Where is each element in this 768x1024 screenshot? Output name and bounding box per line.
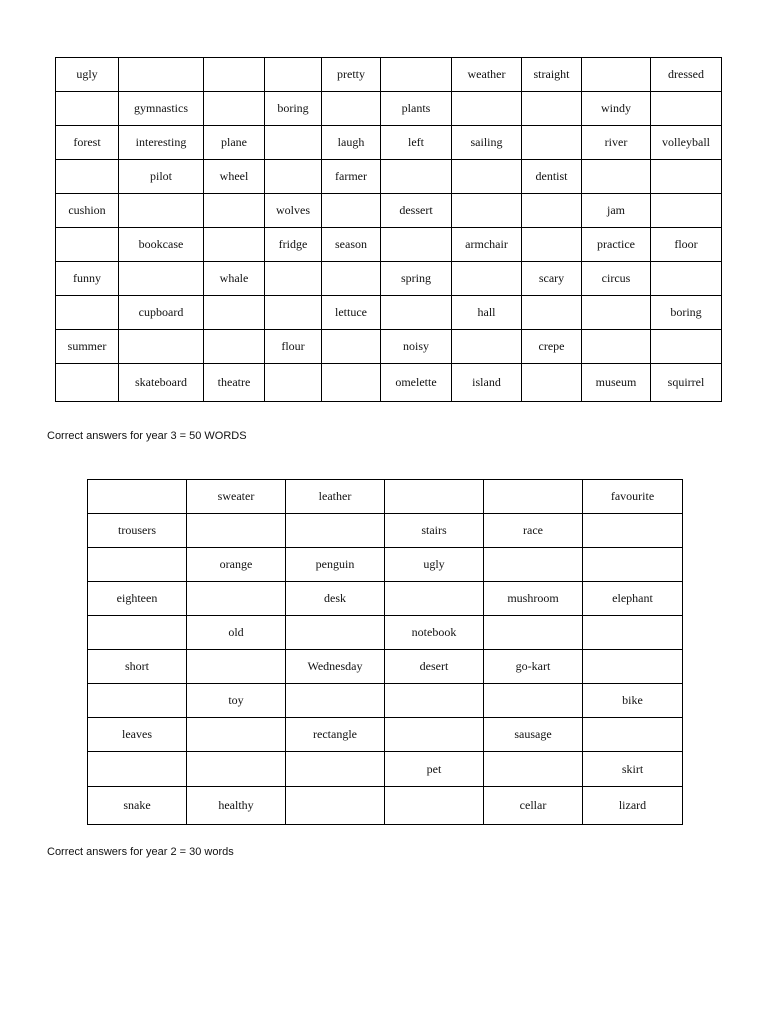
year2-grid-cell: Wednesday	[286, 650, 385, 684]
year2-grid-cell: old	[187, 616, 286, 650]
year2-grid-cell	[583, 548, 683, 582]
year2-grid-cell	[484, 684, 583, 718]
year3-grid-cell: lettuce	[322, 296, 381, 330]
year3-grid-row	[56, 228, 722, 262]
year3-grid-row	[56, 58, 722, 92]
year2-grid-cell: lizard	[583, 787, 683, 825]
year3-grid-cell	[651, 92, 722, 126]
year3-grid-cell	[56, 92, 119, 126]
year3-grid-cell: skateboard	[119, 364, 204, 402]
year2-grid-cell: snake	[88, 787, 187, 825]
year2-grid-cell: orange	[187, 548, 286, 582]
year3-grid-cell	[651, 262, 722, 296]
year3-grid-cell: forest	[56, 126, 119, 160]
year3-grid-row	[56, 364, 722, 402]
year2-grid-cell: leaves	[88, 718, 187, 752]
year3-grid-cell: cupboard	[119, 296, 204, 330]
year3-grid-cell: weather	[452, 58, 522, 92]
year3-grid-cell	[119, 262, 204, 296]
year3-grid-cell: crepe	[522, 330, 582, 364]
year3-grid-cell: funny	[56, 262, 119, 296]
year2-grid-row	[88, 650, 683, 684]
year3-grid-row	[56, 262, 722, 296]
year3-grid-cell: pretty	[322, 58, 381, 92]
year3-grid-cell: noisy	[381, 330, 452, 364]
year3-grid-cell	[522, 364, 582, 402]
year3-grid-cell	[452, 194, 522, 228]
year2-grid-cell	[583, 514, 683, 548]
word-grid-year2-body	[88, 480, 683, 825]
year2-answer-count-note: Correct answers for year 2 = 30 words	[47, 846, 234, 858]
year2-grid-cell: short	[88, 650, 187, 684]
year2-grid-row	[88, 514, 683, 548]
year2-grid-cell: sausage	[484, 718, 583, 752]
year2-grid-cell: penguin	[286, 548, 385, 582]
year2-grid-cell: stairs	[385, 514, 484, 548]
year2-grid-cell	[286, 752, 385, 787]
year2-grid-cell	[385, 582, 484, 616]
year2-grid-cell: race	[484, 514, 583, 548]
year3-grid-cell: omelette	[381, 364, 452, 402]
year3-grid-cell	[56, 364, 119, 402]
year3-grid-cell	[322, 92, 381, 126]
year3-grid-cell: jam	[582, 194, 651, 228]
year2-grid-cell: bike	[583, 684, 683, 718]
year2-grid-cell: elephant	[583, 582, 683, 616]
year3-grid-cell	[522, 296, 582, 330]
year3-grid-cell	[651, 160, 722, 194]
year2-grid-row	[88, 684, 683, 718]
year2-grid-cell: skirt	[583, 752, 683, 787]
year3-grid-cell	[322, 364, 381, 402]
year3-grid-cell	[522, 228, 582, 262]
year2-grid-cell	[88, 480, 187, 514]
year2-grid-cell: desk	[286, 582, 385, 616]
year2-grid-cell: healthy	[187, 787, 286, 825]
year2-grid-cell	[187, 582, 286, 616]
year3-grid-cell: wheel	[204, 160, 265, 194]
year3-grid-cell: bookcase	[119, 228, 204, 262]
year3-grid-cell	[381, 228, 452, 262]
year3-grid-cell: hall	[452, 296, 522, 330]
year3-grid-cell	[452, 160, 522, 194]
year3-grid-cell	[265, 126, 322, 160]
year2-grid-cell: trousers	[88, 514, 187, 548]
year3-grid-cell	[204, 92, 265, 126]
year3-grid-row	[56, 126, 722, 160]
year3-grid-cell: cushion	[56, 194, 119, 228]
year3-grid-cell: interesting	[119, 126, 204, 160]
year2-grid-row	[88, 582, 683, 616]
year2-grid-cell: desert	[385, 650, 484, 684]
year3-grid-cell: scary	[522, 262, 582, 296]
year3-grid-cell	[452, 330, 522, 364]
year3-grid-cell	[381, 296, 452, 330]
year3-grid-cell: armchair	[452, 228, 522, 262]
year3-grid-cell: theatre	[204, 364, 265, 402]
year2-grid-cell: sweater	[187, 480, 286, 514]
year3-grid-cell: season	[322, 228, 381, 262]
year3-grid-cell: whale	[204, 262, 265, 296]
year2-grid-row	[88, 548, 683, 582]
year2-grid-cell	[187, 514, 286, 548]
year2-grid-cell	[187, 718, 286, 752]
year2-grid-cell	[484, 616, 583, 650]
word-grid-year3	[55, 57, 722, 402]
year3-grid-cell: farmer	[322, 160, 381, 194]
year2-grid-cell: cellar	[484, 787, 583, 825]
year3-grid-cell	[381, 58, 452, 92]
year2-grid-cell	[187, 650, 286, 684]
year2-grid-row	[88, 718, 683, 752]
year2-grid-cell	[286, 787, 385, 825]
year3-grid-cell: dressed	[651, 58, 722, 92]
year3-grid-cell	[582, 58, 651, 92]
year2-grid-row	[88, 480, 683, 514]
year3-grid-cell: gymnastics	[119, 92, 204, 126]
year3-grid-cell	[651, 194, 722, 228]
year3-grid-cell	[522, 126, 582, 160]
year3-grid-row	[56, 194, 722, 228]
year3-grid-cell: pilot	[119, 160, 204, 194]
year3-grid-cell	[204, 296, 265, 330]
year3-grid-cell: left	[381, 126, 452, 160]
year3-grid-cell: river	[582, 126, 651, 160]
year3-grid-cell: floor	[651, 228, 722, 262]
year2-grid-cell: eighteen	[88, 582, 187, 616]
year2-grid-cell	[88, 616, 187, 650]
year3-grid-cell	[119, 58, 204, 92]
year2-grid-cell	[88, 752, 187, 787]
year3-answer-count-note: Correct answers for year 3 = 50 WORDS	[47, 430, 247, 442]
year3-grid-cell	[265, 364, 322, 402]
year2-grid-cell	[286, 684, 385, 718]
year3-grid-cell: museum	[582, 364, 651, 402]
year3-grid-cell: volleyball	[651, 126, 722, 160]
year3-grid-cell	[522, 194, 582, 228]
year3-grid-row	[56, 296, 722, 330]
year3-grid-cell	[651, 330, 722, 364]
year3-grid-cell	[204, 330, 265, 364]
year3-grid-cell	[56, 228, 119, 262]
year2-grid-cell	[385, 718, 484, 752]
year3-grid-cell: spring	[381, 262, 452, 296]
year3-grid-cell	[265, 262, 322, 296]
year3-grid-cell	[322, 194, 381, 228]
year3-grid-cell	[452, 262, 522, 296]
year3-grid-cell	[204, 194, 265, 228]
year3-grid-cell	[452, 92, 522, 126]
year3-grid-cell: wolves	[265, 194, 322, 228]
year3-grid-cell: windy	[582, 92, 651, 126]
year3-grid-cell	[119, 194, 204, 228]
year2-grid-cell	[385, 684, 484, 718]
year3-grid-row	[56, 160, 722, 194]
year3-grid-cell: circus	[582, 262, 651, 296]
year2-grid-row	[88, 752, 683, 787]
year3-grid-cell: island	[452, 364, 522, 402]
year3-grid-cell	[265, 160, 322, 194]
year2-grid-cell	[385, 787, 484, 825]
year2-grid-cell	[286, 514, 385, 548]
year3-grid-cell: laugh	[322, 126, 381, 160]
year2-grid-row	[88, 616, 683, 650]
year3-grid-cell: summer	[56, 330, 119, 364]
year2-grid-cell	[583, 616, 683, 650]
word-grid-year2	[87, 479, 683, 825]
year3-grid-row	[56, 330, 722, 364]
year3-grid-row	[56, 92, 722, 126]
year3-grid-cell	[265, 58, 322, 92]
year3-grid-cell: ugly	[56, 58, 119, 92]
year2-grid-cell	[385, 480, 484, 514]
year3-grid-cell	[582, 296, 651, 330]
year2-grid-cell	[286, 616, 385, 650]
year3-grid-cell: flour	[265, 330, 322, 364]
year2-grid-cell	[484, 480, 583, 514]
year2-grid-cell: ugly	[385, 548, 484, 582]
year2-grid-cell: favourite	[583, 480, 683, 514]
year3-grid-cell	[204, 58, 265, 92]
year3-grid-cell	[522, 92, 582, 126]
year3-grid-cell: fridge	[265, 228, 322, 262]
year3-grid-cell	[582, 160, 651, 194]
year3-grid-cell	[56, 296, 119, 330]
year2-grid-cell	[88, 548, 187, 582]
year3-grid-cell	[322, 262, 381, 296]
year2-grid-cell	[484, 548, 583, 582]
year2-grid-cell: rectangle	[286, 718, 385, 752]
year2-grid-cell	[583, 650, 683, 684]
year3-grid-cell: practice	[582, 228, 651, 262]
year3-grid-cell: plants	[381, 92, 452, 126]
year3-grid-cell	[56, 160, 119, 194]
year3-grid-cell	[265, 296, 322, 330]
year3-grid-cell	[322, 330, 381, 364]
year3-grid-cell: sailing	[452, 126, 522, 160]
year3-grid-cell: dessert	[381, 194, 452, 228]
year3-grid-cell	[119, 330, 204, 364]
year3-grid-cell	[381, 160, 452, 194]
year3-grid-cell: squirrel	[651, 364, 722, 402]
year3-grid-cell	[204, 228, 265, 262]
year3-grid-cell: boring	[651, 296, 722, 330]
year2-grid-cell: notebook	[385, 616, 484, 650]
year2-grid-cell	[88, 684, 187, 718]
year3-grid-cell: boring	[265, 92, 322, 126]
year3-grid-cell: dentist	[522, 160, 582, 194]
year2-grid-cell	[484, 752, 583, 787]
year3-grid-cell: straight	[522, 58, 582, 92]
year2-grid-cell	[187, 752, 286, 787]
year2-grid-row	[88, 787, 683, 825]
year2-grid-cell	[583, 718, 683, 752]
year2-grid-cell: toy	[187, 684, 286, 718]
word-grid-year3-body	[56, 58, 722, 402]
year2-grid-cell: mushroom	[484, 582, 583, 616]
year2-grid-cell: leather	[286, 480, 385, 514]
year3-grid-cell: plane	[204, 126, 265, 160]
year3-grid-cell	[582, 330, 651, 364]
year2-grid-cell: pet	[385, 752, 484, 787]
year2-grid-cell: go-kart	[484, 650, 583, 684]
